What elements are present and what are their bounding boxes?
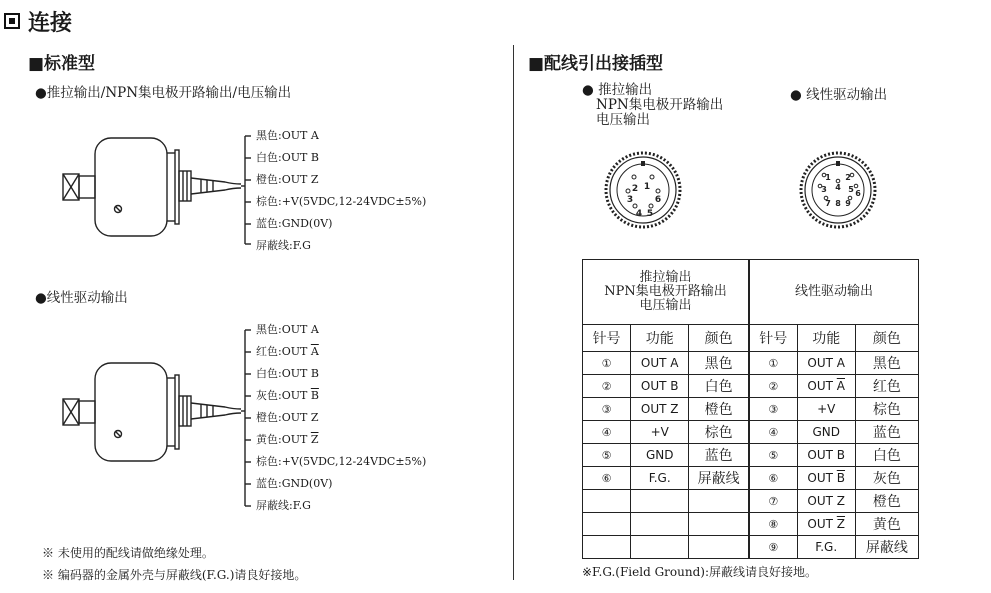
wire-label: 棕色:+V(5VDC,12-24VDC±5%) — [256, 455, 427, 468]
col-header: 功能 — [797, 325, 855, 352]
wire-label: 黑色:OUT A — [256, 323, 319, 336]
col-header: 针号 — [583, 325, 631, 352]
wire-label: 红色:OUT $\overline{A}$ — [256, 345, 319, 358]
page-title: 连接 — [28, 10, 73, 36]
diagram1-caption: ●推拉输出/NPN集电极开路输出/电压输出 — [35, 85, 292, 101]
pin-label: 5 — [848, 185, 854, 194]
connector-left-caption: ● 推拉输出 NPN集电极开路输出 电压输出 — [582, 82, 724, 128]
wire-label: 橙色:OUT Z — [256, 173, 319, 186]
pin-label: 2 — [631, 184, 639, 194]
connector-type-heading: ■配线引出接插型 — [528, 54, 664, 74]
wire-label: 棕色:+V(5VDC,12-24VDC±5%) — [256, 195, 427, 208]
wire-label: 橙色:OUT Z — [256, 411, 319, 424]
table-row: ⑤ GND 蓝色 ⑤ OUT B 白色 — [583, 444, 919, 467]
note-1: ※ 未使用的配线请做绝缘处理。 — [42, 546, 214, 560]
table-group2-header: 线性驱动输出 — [749, 260, 919, 325]
col-header: 针号 — [749, 325, 797, 352]
table-row: ④ +V 棕色 ④ GND 蓝色 — [583, 421, 919, 444]
pin-label: 4 — [835, 183, 841, 192]
diagram2-caption: ●线性驱动输出 — [35, 290, 128, 306]
pin-label: 3 — [626, 195, 634, 205]
wire-label: 白色:OUT B — [256, 151, 319, 164]
col-header: 功能 — [631, 325, 689, 352]
connector-9pin-icon — [798, 150, 878, 230]
connector-right-caption: ● 线性驱动输出 — [790, 87, 888, 103]
table-row: ⑥ F.G. 屏蔽线 ⑥ OUT $\overline{B}$ 灰色 — [583, 467, 919, 490]
pin-label: 4 — [635, 209, 643, 219]
connector-6pin-icon — [603, 150, 683, 230]
wire-label: 黄色:OUT $\overline{Z}$ — [256, 433, 319, 446]
pin-label: 8 — [835, 199, 841, 208]
table-row: ① OUT A 黑色 ① OUT A 黑色 — [583, 352, 919, 375]
pin-label: 6 — [654, 195, 662, 205]
table-row: ⑨ F.G. 屏蔽线 — [583, 536, 919, 559]
wire-label: 白色:OUT B — [256, 367, 319, 380]
standard-type-heading: ■标准型 — [28, 54, 96, 74]
encoder-diagram-1 — [55, 118, 255, 258]
pin-label: 5 — [646, 209, 654, 219]
diagram1-wire-list — [256, 125, 426, 257]
wire-label: 屏蔽线:F.G — [256, 499, 311, 512]
pin-label: 3 — [821, 185, 827, 194]
pin-assignment-table — [582, 259, 919, 559]
pin-label: 7 — [825, 199, 831, 208]
diagram2-wire-list — [256, 319, 426, 517]
encoder-body — [95, 138, 167, 236]
col-header: 颜色 — [855, 325, 918, 352]
table-row: ③ OUT Z 橙色 ③ +V 棕色 — [583, 398, 919, 421]
table-row: ⑦ OUT Z 橙色 — [583, 490, 919, 513]
page-header — [4, 6, 72, 36]
pin-label: 9 — [845, 199, 851, 208]
footnote: ※F.G.(Field Ground):屏蔽线请良好接地。 — [582, 565, 817, 579]
wire-label: 黑色:OUT A — [256, 129, 319, 142]
pin-label: 1 — [643, 182, 651, 192]
encoder-diagram-2 — [55, 318, 255, 518]
wire-label: 蓝色:GND(0V) — [256, 217, 333, 230]
pin-label: 6 — [855, 189, 861, 198]
pin-label: 2 — [845, 173, 851, 182]
note-2: ※ 编码器的金属外壳与屏蔽线(F.G.)请良好接地。 — [42, 568, 307, 582]
wire-label: 蓝色:GND(0V) — [256, 477, 333, 490]
wire-label: 灰色:OUT $\overline{B}$ — [256, 389, 319, 402]
table-group1-header: 推拉输出 NPN集电极开路输出 电压输出 — [583, 260, 749, 325]
col-header: 颜色 — [689, 325, 749, 352]
checkbox-square-icon — [4, 13, 20, 29]
table-row: ② OUT B 白色 ② OUT $\overline{A}$ 红色 — [583, 375, 919, 398]
column-divider — [513, 45, 514, 580]
table-row: ⑧ OUT $\overline{Z}$ 黄色 — [583, 513, 919, 536]
pin-label: 1 — [825, 173, 831, 182]
wire-label: 屏蔽线:F.G — [256, 239, 311, 252]
